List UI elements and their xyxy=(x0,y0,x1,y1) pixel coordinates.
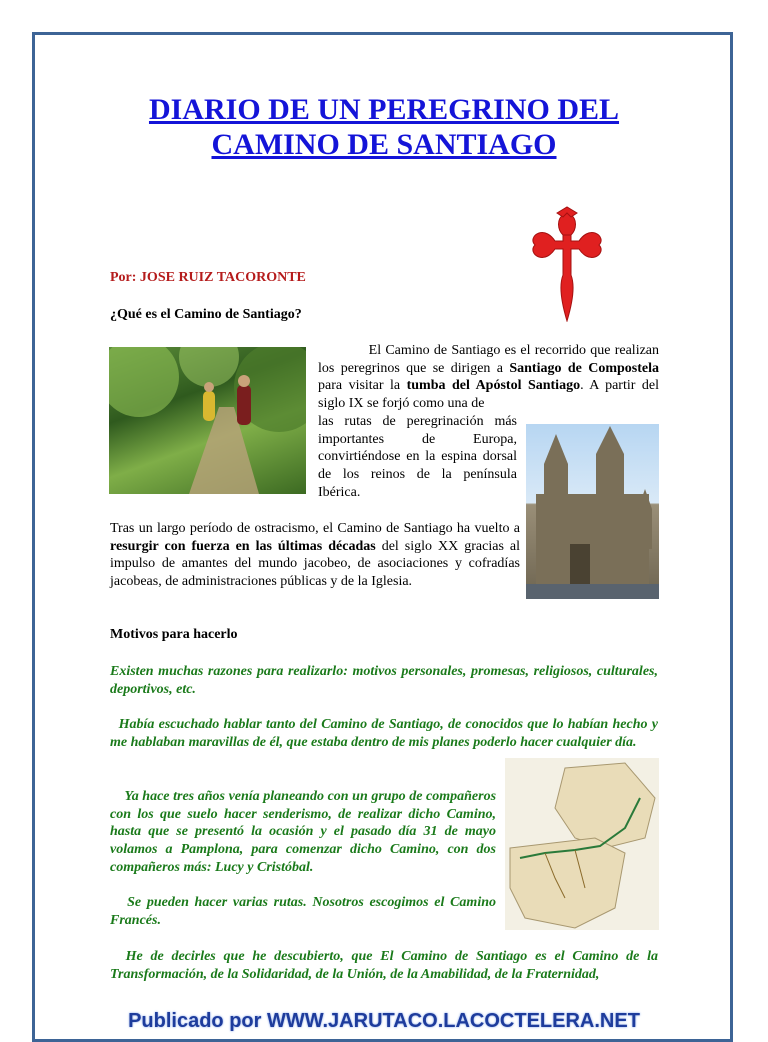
document-title: DIARIO DE UN PEREGRINO DEL CAMINO DE SANTIAGO xyxy=(148,93,620,161)
cathedral-photo xyxy=(526,424,659,599)
green-paragraph: He de decirles que he descubierto, que El Camino de Santiago es el Camino de la Transformación, de la Solidaridad, de la Unión, de la Amabilidad, de la Fraternidad, xyxy=(110,949,658,982)
green-paragraph: Ya hace tres años venía planeando con un grupo de compañeros con los que suelo hacer senderismo, de realizar dicho Camino, hasta que se presentó la ocasión y el pasado día 31 de mayo volamos a Pamplona, para comenzar dicho Camino, con dos compañeros más: Lucy y Cristóbal. xyxy=(110,789,497,875)
forest-path-photo xyxy=(109,347,306,494)
green-paragraph: Se pueden hacer varias rutas. Nosotros escogimos el Camino Francés. xyxy=(110,895,497,928)
revival-paragraph: Tras un largo período de ostracismo, el Camino de Santiago ha vuelto a resurgir con fuerza en las últimas décadas del siglo XX gracias al impulso de amantes del mundo jacobeo, de asociaciones y cofradías jacobeas, de administraciones públicas y de la Iglesia. xyxy=(110,521,521,590)
green-paragraph: Había escuchado hablar tanto del Camino de Santiago, de conocidos que lo habían hecho y me hablaban maravillas de él, que estaba dentro de mis planes poderlo hacer cualquier día. xyxy=(110,717,658,750)
section-heading: ¿Qué es el Camino de Santiago? xyxy=(110,307,302,322)
camino-route-map xyxy=(505,758,659,930)
green-paragraph: Existen muchas razones para realizarlo: motivos personales, promesas, religiosos, culturales, deportivos, etc. xyxy=(110,664,658,697)
footer-publisher-link[interactable]: Publicado por WWW.JARUTACO.LACOCTELERA.NET xyxy=(128,1010,640,1032)
section-heading: Motivos para hacerlo xyxy=(110,627,238,642)
author-line: Por: JOSE RUIZ TACORONTE xyxy=(110,270,306,285)
intro-paragraph-top: El Camino de Santiago es el recorrido que realizan los peregrinos que se dirigen a Santiago de Compostela para visitar la tumba del Apóstol Santiago. A partir del siglo IX se forjó como una de xyxy=(318,343,660,412)
intro-paragraph-rest: las rutas de peregrinación más importantes de Europa, convirtiéndose en la espina dorsal de los reinos de la península Ibérica. xyxy=(318,414,517,500)
santiago-cross-icon xyxy=(527,205,607,322)
